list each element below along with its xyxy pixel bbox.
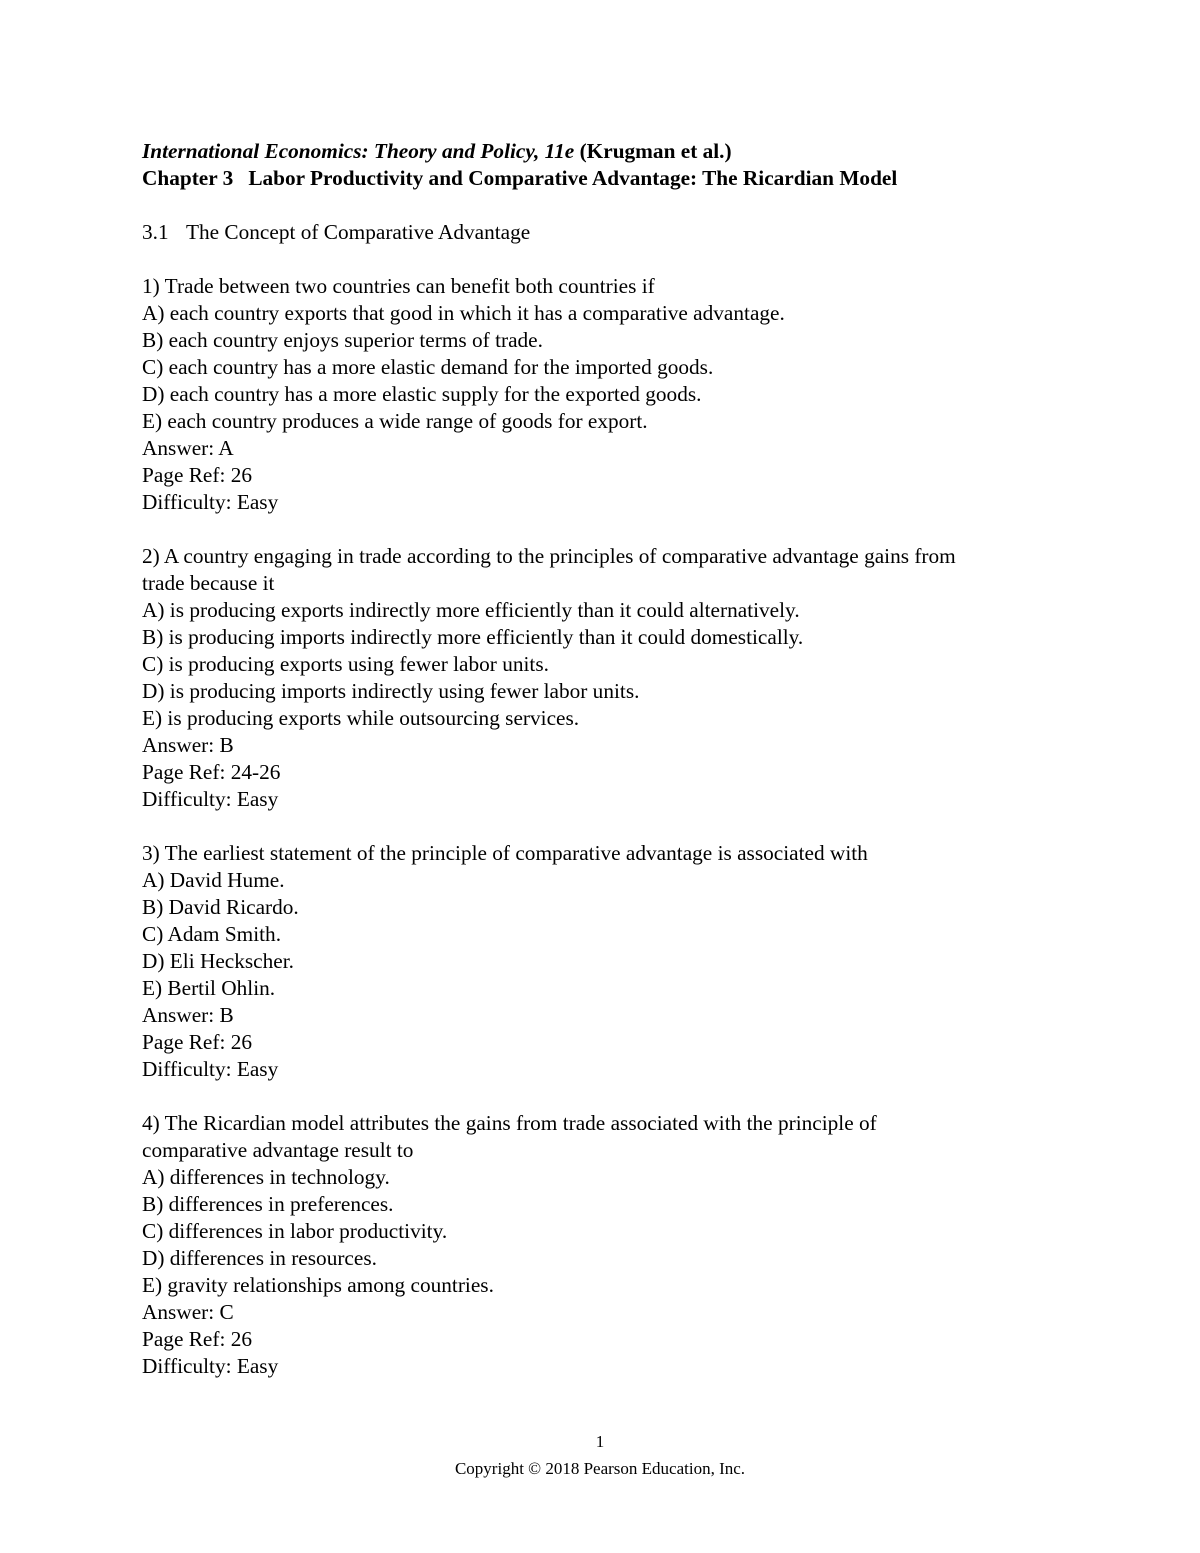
question-block — [142, 273, 1072, 516]
question-block — [142, 1110, 1072, 1380]
question-stem: 3) The earliest statement of the principle of comparative advantage is associated with — [142, 841, 868, 865]
question-stem: 2) A country engaging in trade according to the principles of comparative advantage gains from — [142, 544, 956, 568]
answer-option: C) each country has a more elastic demand for the imported goods. — [142, 355, 714, 379]
answer-option: E) is producing exports while outsourcing services. — [142, 706, 580, 730]
copyright-notice: Copyright © 2018 Pearson Education, Inc. — [454, 1459, 746, 1478]
section-heading — [142, 219, 1072, 246]
book-title-line — [142, 138, 1072, 165]
answer-option: E) Bertil Ohlin. — [142, 976, 276, 1000]
answer-key: Answer: B — [142, 733, 234, 757]
answer-option: C) differences in labor productivity. — [142, 1219, 448, 1243]
answer-option: D) is producing imports indirectly using fewer labor units. — [142, 679, 640, 703]
section-title: The Concept of Comparative Advantage — [186, 220, 531, 244]
answer-option: C) Adam Smith. — [142, 922, 282, 946]
answer-option: A) each country exports that good in which it has a comparative advantage. — [142, 301, 785, 325]
chapter-label: Chapter 3 — [142, 166, 234, 190]
answer-option: B) differences in preferences. — [142, 1192, 394, 1216]
question-stem: 1) Trade between two countries can benefit both countries if — [142, 274, 655, 298]
answer-option: E) each country produces a wide range of goods for export. — [142, 409, 648, 433]
answer-key: Answer: B — [142, 1003, 234, 1027]
question-stem: 4) The Ricardian model attributes the gains from trade associated with the principle of — [142, 1111, 877, 1135]
answer-option: D) differences in resources. — [142, 1246, 377, 1270]
page-ref: Page Ref: 26 — [142, 1327, 253, 1351]
page-ref: Page Ref: 26 — [142, 1030, 253, 1054]
question-stem: trade because it — [142, 571, 275, 595]
answer-key: Answer: C — [142, 1300, 234, 1324]
answer-option: D) Eli Heckscher. — [142, 949, 294, 973]
answer-option: A) is producing exports indirectly more efficiently than it could alternatively. — [142, 598, 800, 622]
page-ref: Page Ref: 24-26 — [142, 760, 281, 784]
chapter-heading — [142, 165, 1072, 192]
answer-option: B) each country enjoys superior terms of trade. — [142, 328, 543, 352]
chapter-title: Labor Productivity and Comparative Advantage: The Ricardian Model — [248, 166, 898, 190]
page-ref: Page Ref: 26 — [142, 463, 253, 487]
question-stem: comparative advantage result to — [142, 1138, 414, 1162]
answer-option: B) David Ricardo. — [142, 895, 299, 919]
difficulty: Difficulty: Easy — [142, 787, 279, 811]
answer-option: C) is producing exports using fewer labor units. — [142, 652, 549, 676]
section-number: 3.1 — [142, 220, 169, 244]
answer-option: A) differences in technology. — [142, 1165, 390, 1189]
question-block — [142, 543, 1072, 813]
question-list — [142, 273, 1072, 1380]
book-title: International Economics: Theory and Policy, 11e — [142, 139, 575, 163]
difficulty: Difficulty: Easy — [142, 490, 279, 514]
difficulty: Difficulty: Easy — [142, 1354, 279, 1378]
answer-option: B) is producing imports indirectly more efficiently than it could domestically. — [142, 625, 804, 649]
answer-option: D) each country has a more elastic supply for the exported goods. — [142, 382, 702, 406]
page-number: 1 — [595, 1432, 605, 1451]
answer-key: Answer: A — [142, 436, 234, 460]
answer-option: E) gravity relationships among countries. — [142, 1273, 494, 1297]
answer-option: A) David Hume. — [142, 868, 285, 892]
question-block — [142, 840, 1072, 1083]
difficulty: Difficulty: Easy — [142, 1057, 279, 1081]
authors: (Krugman et al.) — [579, 139, 732, 163]
document-page — [142, 138, 1072, 1380]
